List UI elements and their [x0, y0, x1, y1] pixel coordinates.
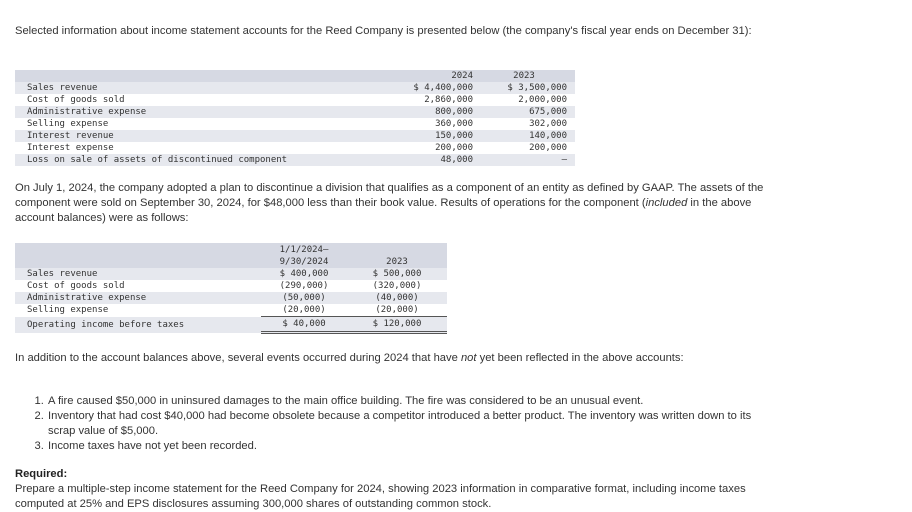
table-row: Interest revenue 150,000 140,000 — [15, 130, 575, 142]
table-row: Selling expense 360,000 302,000 — [27, 119, 567, 129]
emphasis-included: included — [645, 197, 688, 209]
table-header-row — [15, 70, 575, 82]
income-accounts-table — [15, 70, 575, 166]
list-item: 3. Income taxes have not yet been recorded. — [47, 439, 767, 454]
list-item: 2. Inventory that had cost $40,000 had become obsolete because a competitor introduced a better product. The inventory was written down to its scrap value of $5,000. — [47, 409, 767, 439]
discontinued-component-paragraph: On July 1, 2024, the company adopted a plan to discontinue a division that qualifies as a component of an entity as defined by GAAP. The assets of the component were sold on September 30, 2024, for $48,000 less than their book value. Results of operations for the component (included in the above account balances) were as follows: — [15, 182, 764, 224]
table-header-row — [15, 243, 447, 268]
col-header-2023: 2023 — [513, 71, 535, 81]
table-row: Cost of goods sold 2,860,000 2,000,000 — [27, 95, 567, 105]
table-row: Sales revenue $ 4,400,000 $ 3,500,000 — [15, 82, 575, 94]
col-header-2024: 2024 — [451, 71, 473, 81]
intro-paragraph: Selected information about income statement accounts for the Reed Company is presented below (the company's fiscal year ends on December 31): — [15, 25, 752, 37]
table-row: Cost of goods sold (290,000) (320,000) — [27, 281, 422, 291]
col-header-period: 1/1/2024– 9/30/2024 — [279, 245, 329, 267]
component-results-table — [15, 243, 447, 334]
col-header-2023: 2023 — [386, 257, 408, 267]
list-item: 1. A fire caused $50,000 in uninsured damages to the main office building. The fire was considered to be an unusual event. — [47, 394, 767, 409]
table-total-row: Operating income before taxes $ 40,000 $ 120,000 — [15, 317, 447, 333]
unrecorded-events-intro: In addition to the account balances above, several events occurred during 2024 that have not yet been reflected in the above accounts: — [15, 352, 684, 364]
emphasis-not: not — [460, 352, 477, 364]
table-row: Sales revenue $ 400,000 $ 500,000 — [15, 268, 447, 280]
table-row: Selling expense (20,000) (20,000) — [15, 304, 447, 317]
required-section — [15, 467, 785, 512]
table-row: Administrative expense 800,000 675,000 — [15, 106, 575, 118]
events-list — [30, 394, 767, 454]
required-text: Prepare a multiple-step income statement for the Reed Company for 2024, showing 2023 information in comparative format, including income taxes computed at 25% and EPS disclosures assuming 300,000 shares of outstanding common stock. — [15, 483, 746, 510]
required-heading: Required: — [15, 468, 68, 480]
table-row: Interest expense 200,000 200,000 — [27, 143, 567, 153]
table-row: Loss on sale of assets of discontinued component 48,000 – — [15, 154, 575, 166]
table-row: Administrative expense (50,000) (40,000) — [15, 292, 447, 304]
